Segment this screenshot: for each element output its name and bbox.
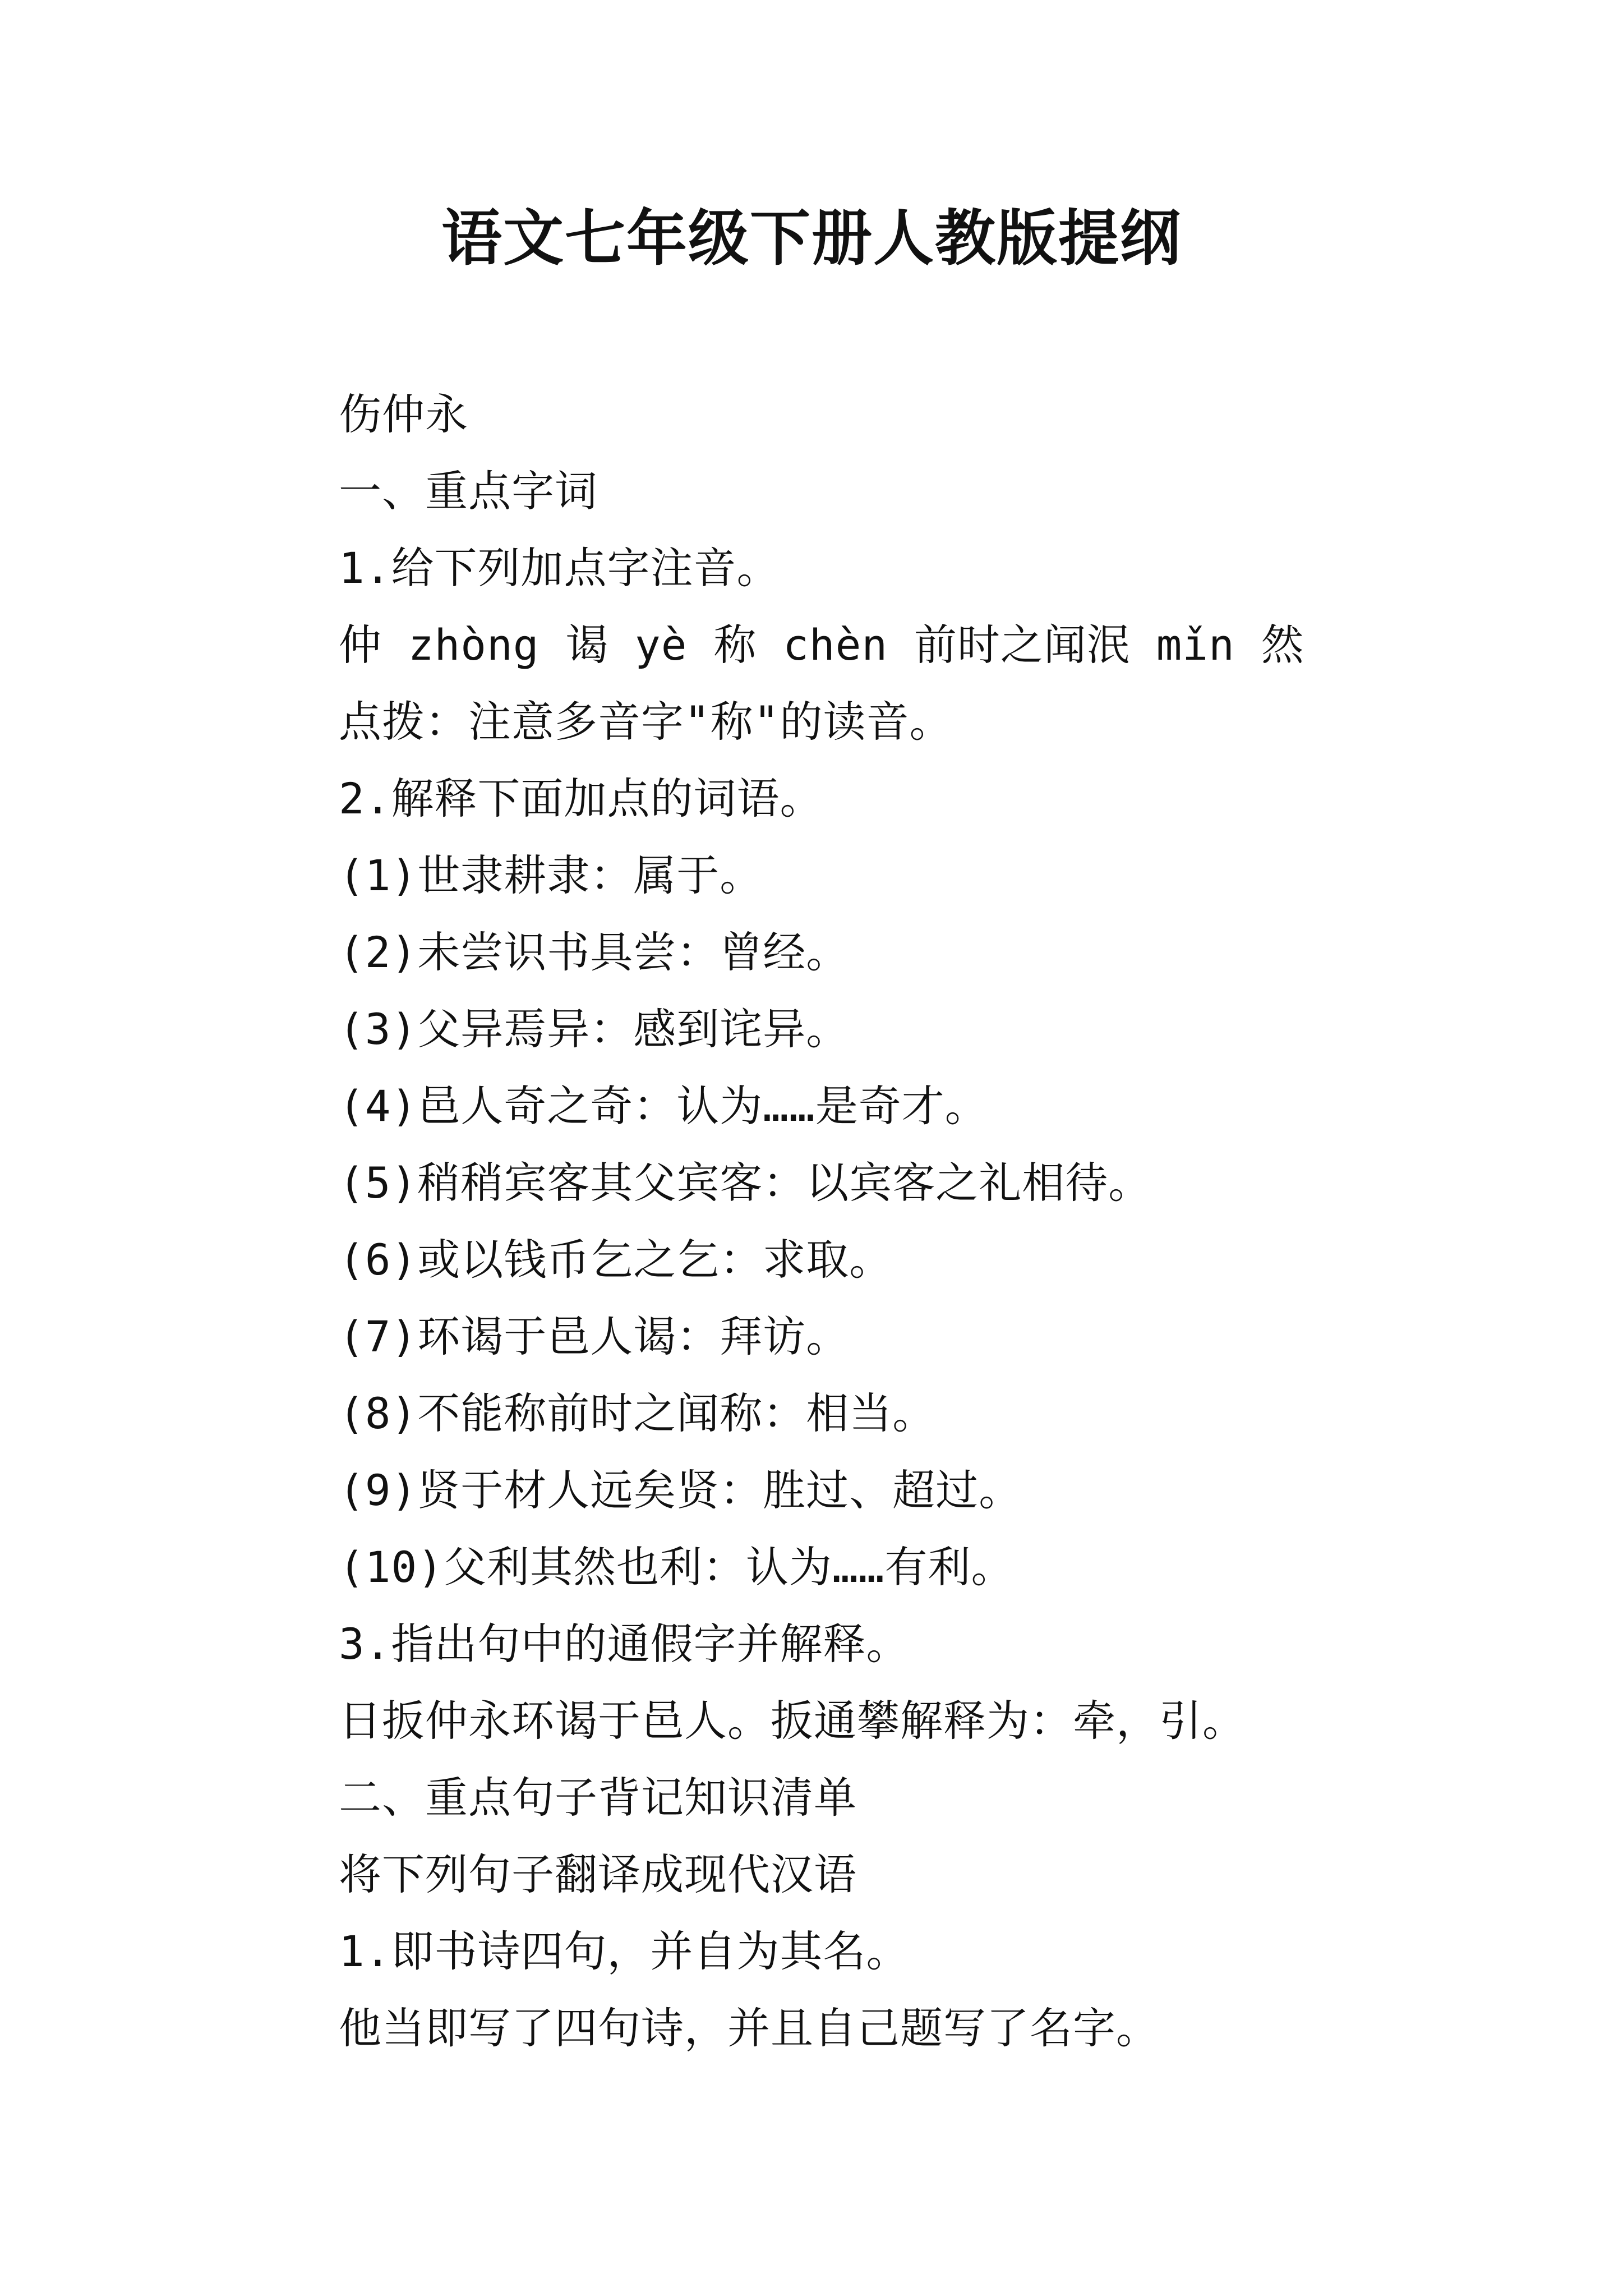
pinyin-line: 仲 zhòng 谒 yè 称 chèn 前时之闻泯 mǐn 然 [339,620,1304,670]
list-item: (3)父异焉异：感到诧异。 [339,1004,850,1054]
question-line: 3.指出句中的通假字并解释。 [339,1619,910,1669]
list-item: (9)贤于材人远矣贤：胜过、超过。 [339,1465,1022,1515]
question-line: 2.解释下面加点的词语。 [339,774,823,823]
list-item: (8)不能称前时之闻称：相当。 [339,1388,936,1438]
question-line: 1.给下列加点字注音。 [339,543,780,593]
answer-line: 日扳仲永环谒于邑人。扳通攀解释为：牵，引。 [339,1696,1246,1746]
list-item: (4)邑人奇之奇：认为……是奇才。 [339,1081,988,1131]
list-item: (2)未尝识书具尝：曾经。 [339,927,850,977]
instruction-line: 将下列句子翻译成现代汉语 [339,1849,857,1899]
list-item: (6)或以钱币乞之乞：求取。 [339,1235,893,1285]
section-heading: 二、重点句子背记知识清单 [339,1773,857,1823]
list-item: (5)稍稍宾客其父宾客：以宾客之礼相待。 [339,1158,1152,1208]
document-title: 语文七年级下册人教版提纲 [441,203,1182,274]
list-item: (10)父利其然也利：认为……有利。 [339,1542,1015,1592]
list-item: (1)世隶耕隶：属于。 [339,850,763,900]
text-line: 伤仲永 [339,389,468,439]
question-line: 1.即书诗四句，并自为其名。 [339,1926,910,1976]
list-item: (7)环谒于邑人谒：拜访。 [339,1312,850,1361]
answer-line: 他当即写了四句诗，并且自己题写了名字。 [339,2003,1159,2053]
section-heading: 一、重点字词 [339,466,598,516]
hint-line: 点拨：注意多音字"称"的读音。 [339,697,953,747]
document-body [339,376,1516,2067]
